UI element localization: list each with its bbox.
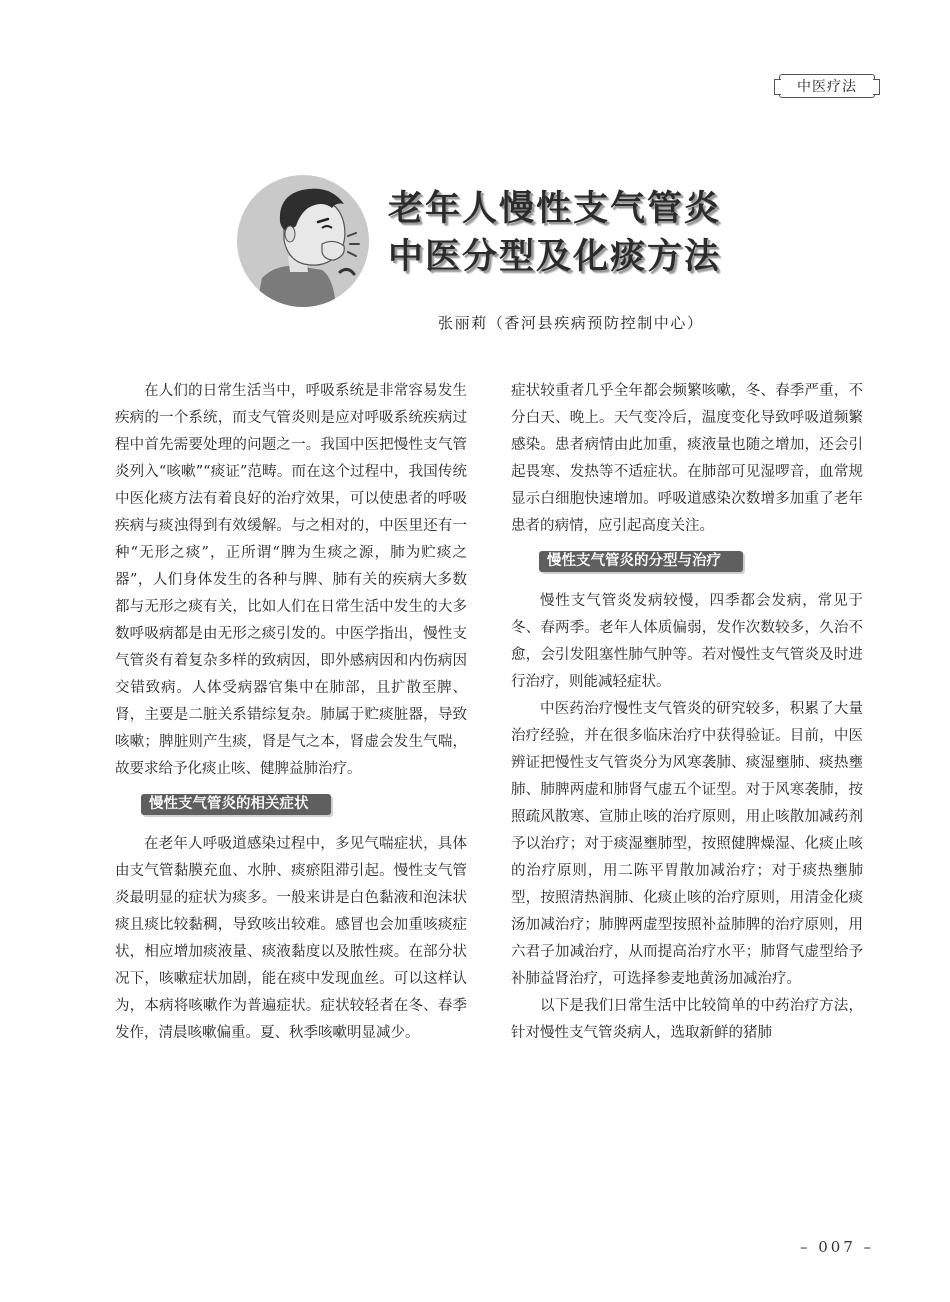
article-title	[388, 185, 808, 281]
section-heading-treatment	[511, 550, 863, 577]
section-tag: 中医疗法	[779, 74, 875, 98]
treatment-paragraph-1: 慢性支气管炎发病较慢，四季都会发病，常见于冬、春两季。老年人体质偏弱，发作次数较多，久治不愈，会引发阻塞性肺气肿等。若对慢性支气管炎及时进行治疗，则能减轻症状。	[511, 593, 863, 690]
continued-paragraph: 症状较重者几乎全年都会频繁咳嗽，冬、春季严重，不分白天、晚上。天气变冷后，温度变化导致呼吸道频繁感染。患者病情由此加重，痰液量也随之增加，还会引起畏寒、发热等不适症状。在肺部可见湿啰音，血常规显示白细胞快速增加。呼吸道感染次数增多加重了老年患者的病情，应引起高度关注。	[511, 383, 863, 534]
treatment-paragraph-2: 中医药治疗慢性支气管炎的研究较多，积累了大量治疗经验，并在很多临床治疗中获得验证。目前，中医辨证把慢性支气管炎分为风寒袭肺、痰湿壅肺、痰热壅肺、肺脾两虚和肺肾气虚五个证型。对于风寒袭肺，按照疏风散寒、宣肺止咳的治疗原则，用止咳散加减药剂予以治疗；对于痰湿壅肺型，按照健脾燥湿、化痰止咳的治疗原则，用二陈平胃散加减治疗；对于痰热壅肺型，按照清热润肺、化痰止咳的治疗原则，用清金化痰汤加减治疗；肺脾两虚型按照补益肺脾的治疗原则，用六君子加减治疗，从而提高治疗水平；肺肾气虚型给予补肺益肾治疗，可选择参麦地黄汤加减治疗。	[511, 701, 863, 987]
left-column	[115, 378, 467, 1047]
section-heading-treatment-label: 慢性支气管炎的分型与治疗	[539, 551, 743, 572]
section-heading-symptoms-label: 慢性支气管炎的相关症状	[141, 794, 331, 815]
intro-paragraph: 在人们的日常生活当中，呼吸系统是非常容易发生疾病的一个系统，而支气管炎则是应对呼吸系统疾病过程中首先需要处理的问题之一。我国中医把慢性支气管炎列入“咳嗽”“痰证”范畴。而在这个过程中，我国传统中医化痰方法有着良好的治疗效果，可以使患者的呼吸疾病与痰浊得到有效缓解。与之相对的，中医里还有一种“无形之痰”，正所谓“脾为生痰之源，肺为贮痰之器”，人们身体发生的各种与脾、肺有关的疾病大多数都与无形之痰有关，比如人们在日常生活中发生的大多数呼吸病都是由无形之痰引发的。中医学指出，慢性支气管炎有着复杂多样的致病因，即外感病因和内伤病因交错致病。人体受病器官集中在肺部，且扩散至脾、肾，主要是二脏关系错综复杂。肺属于贮痰脏器，导致咳嗽；脾脏则产生痰，肾是气之本，肾虚会发生气喘，故要求给予化痰止咳、健脾益肺治疗。	[115, 383, 467, 777]
treatment-paragraph-3: 以下是我们日常生活中比较简单的中药治疗方法，针对慢性支气管炎病人，选取新鲜的猪肺	[511, 998, 863, 1041]
coughing-man-illustration	[236, 174, 370, 308]
right-column	[511, 378, 863, 1047]
author-byline: 张丽莉（香河县疾病预防控制中心）	[438, 314, 704, 332]
title-line-2: 中医分型及化痰方法	[388, 237, 722, 277]
page-number: – 007 –	[800, 1238, 875, 1256]
section-heading-symptoms	[115, 793, 467, 820]
symptoms-paragraph: 在老年人呼吸道感染过程中，多见气喘症状，具体由支气管黏膜充血、水肿、痰瘀阻滞引起。慢性支气管炎最明显的症状为痰多。一般来讲是白色黏液和泡沫状痰且痰比较黏稠，导致咳出较难。感冒也会加重咳痰症状，相应增加痰液量、痰液黏度以及脓性痰。在部分状况下，咳嗽症状加剧，能在痰中发现血丝。可以这样认为，本病将咳嗽作为普遍症状。症状较轻者在冬、春季发作，清晨咳嗽偏重。夏、秋季咳嗽明显减少。	[115, 836, 467, 1041]
title-line-1: 老年人慢性支气管炎	[388, 189, 722, 229]
